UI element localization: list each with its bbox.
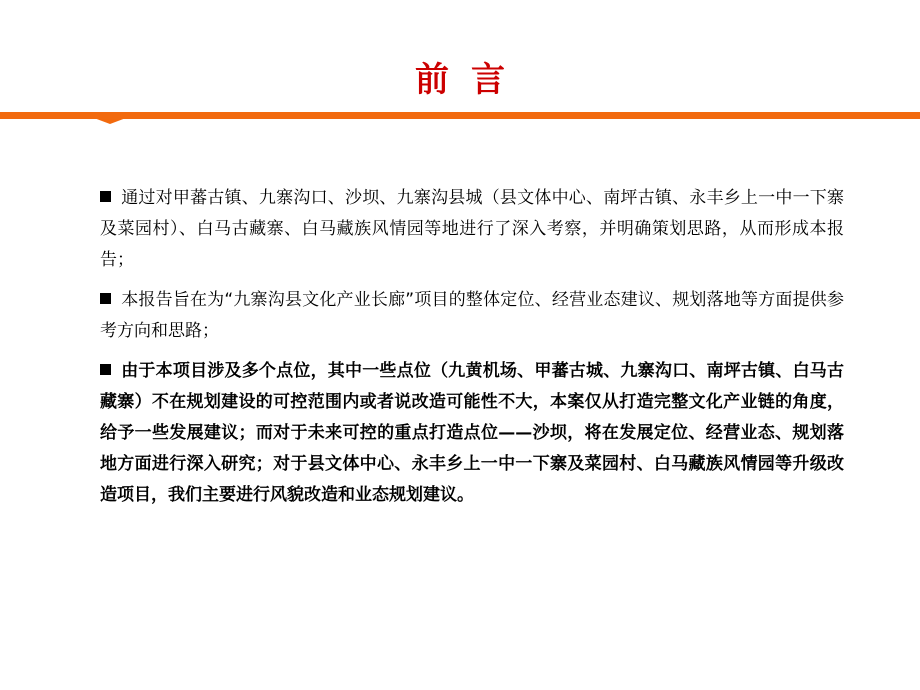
page-title: 前言	[415, 60, 527, 100]
paragraph-3	[100, 356, 844, 511]
body-content	[100, 183, 844, 520]
divider-notch	[94, 118, 126, 124]
square-bullet-icon	[100, 364, 111, 375]
paragraph-3-text: 由于本项目涉及多个点位，其中一些点位（九黄机场、甲蕃古城、九寨沟口、南坪古镇、白马古藏寨）不在规划建设的可控范围内或者说改造可能性不大，本案仅从打造完整文化产业链的角度，给予一些发展建议；而对于未来可控的重点打造点位——沙坝，将在发展定位、经营业态、规划落地方面进行深入研究；对于县文体中心、永丰乡上一中一下寨及菜园村、白马藏族风情园等升级改造项目，我们主要进行风貌改造和业态规划建议。	[100, 361, 844, 505]
paragraph-1	[100, 183, 844, 276]
paragraph-2	[100, 285, 844, 347]
square-bullet-icon	[100, 191, 111, 202]
paragraph-1-text: 通过对甲蕃古镇、九寨沟口、沙坝、九寨沟县城（县文体中心、南坪古镇、永丰乡上一中一下寨及菜园村）、白马古藏寨、白马藏族风情园等地进行了深入考察，并明确策划思路，从而形成本报告；	[100, 188, 844, 270]
paragraph-2-text: 本报告旨在为“九寨沟县文化产业长廊”项目的整体定位、经营业态建议、规划落地等方面提供参考方向和思路；	[100, 290, 844, 341]
title-divider	[0, 112, 920, 119]
square-bullet-icon	[100, 293, 111, 304]
